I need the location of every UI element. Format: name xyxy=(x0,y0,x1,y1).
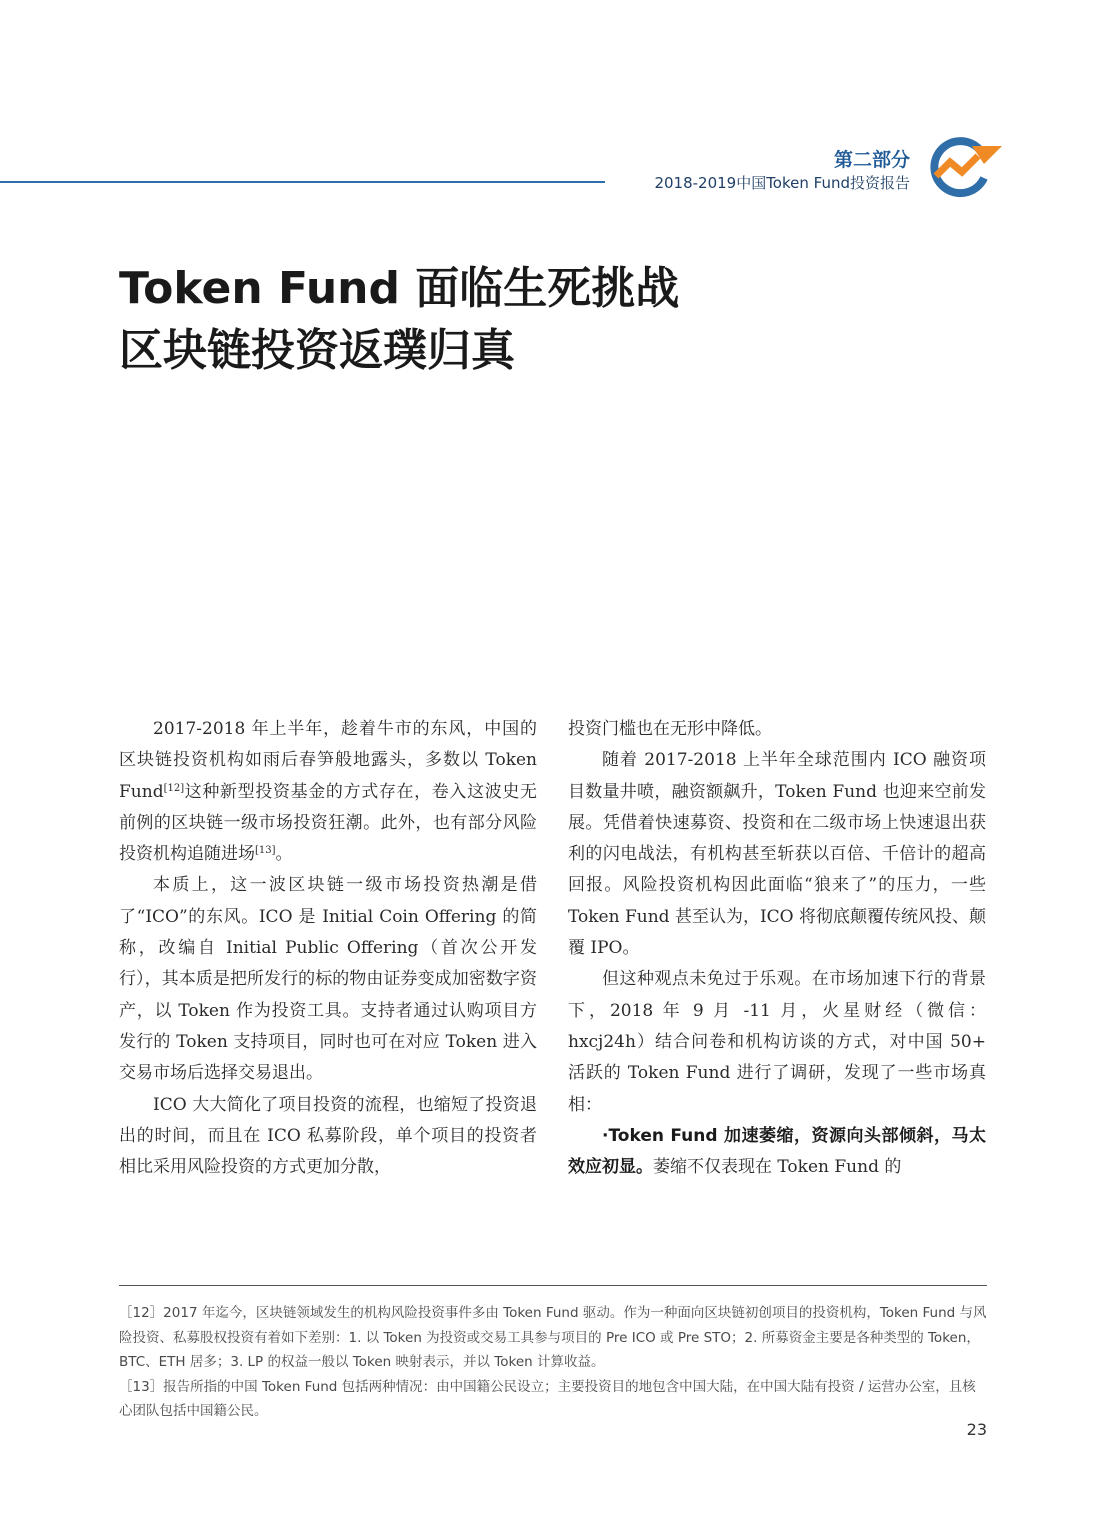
paragraph-text: 。 xyxy=(275,844,293,865)
footnote-13: ［13］报告所指的中国 Token Fund 包括两种情况：由中国籍公民设立；主要投资目的地包含中国大陆，在中国大陆有投资 / 运营办公室，且核心团队包括中国籍公民。 xyxy=(119,1378,976,1419)
footnote-ref-13[interactable]: [13] xyxy=(255,845,276,857)
title-line-2: 区块链投资返璞归真 xyxy=(119,325,515,376)
paragraph-text: 2017-2018 年上半年，趁着牛市的东风，中国的区块链投资机构如雨后春笋般地露头，多数以 Token Fund xyxy=(119,719,537,802)
page-title xyxy=(119,258,679,382)
footnote-12: ［12］2017 年迄今，区块链领域发生的机构风险投资事件多由 Token Fund 驱动。作为一种面向区块链初创项目的投资机构，Token Fund 与风险投资、私募股权投资有着如下差别：1. 以 Token 为投资或交易工具参与项目的 Pre ICO 或 Pre STO；2. 所募资金主要是各种类型的 Token，BTC、ETH 居多；3. LP 的权益一般以 Token 映射表示，并以 Token 计算收益。 xyxy=(119,1305,987,1370)
paragraph xyxy=(119,714,537,870)
header-rule xyxy=(0,181,605,183)
paragraph: 随着 2017-2018 上半年全球范围内 ICO 融资项目数量井喷，融资额飙升，Token Fund 也迎来空前发展。凭借着快速募资、投资和在二级市场上快速退出获利的闪电战法，有机构甚至斩获以百倍、千倍计的超高回报。风险投资机构因此面临“狼来了”的压力，一些 Token Fund 甚至认为，ICO 将彻底颠覆传统风投、颠覆 IPO。 xyxy=(568,750,987,959)
body-column-right xyxy=(568,714,986,1183)
paragraph xyxy=(568,1121,986,1184)
chart-circle-logo-icon xyxy=(922,132,1004,200)
footnote-rule xyxy=(119,1285,987,1286)
body-column-left xyxy=(119,714,537,1183)
key-finding-heading: ·Token Fund 加速萎缩，资源向头部倾斜，马太效应初显。 xyxy=(568,1125,986,1178)
paragraph: 本质上，这一波区块链一级市场投资热潮是借了“ICO”的东风。ICO 是 Initial Coin Offering 的简称，改编自 Initial Public Offering（首次公开发行），其本质是把所发行的标的物由证券变成加密数字资产，以 Token 作为投资工具。支持者通过认购项目方发行的 Token 支持项目，同时也可在对应 Token 进入交易市场后选择交易退出。 xyxy=(119,875,537,1084)
footnotes xyxy=(119,1301,987,1424)
footnote-ref-12[interactable]: [12] xyxy=(163,782,185,794)
paragraph-continued: 投资门槛也在无形中降低。 xyxy=(568,719,772,739)
report-subtitle: 2018-2019中国Token Fund投资报告 xyxy=(654,174,910,192)
page-number: 23 xyxy=(966,1420,987,1439)
paragraph: 但这种观点未免过于乐观。在市场加速下行的背景下，2018 年 9 月 -11 月，火星财经（微信：hxcj24h）结合问卷和机构访谈的方式，对中国 50+ 活跃的 Token Fund 进行了调研，发现了一些市场真相： xyxy=(568,969,986,1115)
title-line-1: Token Fund 面临生死挑战 xyxy=(119,263,680,314)
section-label: 第二部分 xyxy=(833,149,910,171)
paragraph: ICO 大大简化了项目投资的流程，也缩短了投资退出的时间，而且在 ICO 私募阶段，单个项目的投资者相比采用风险投资的方式更加分散， xyxy=(119,1094,537,1178)
paragraph-text: 这种新型投资基金的方式存在，卷入这波史无前例的区块链一级市场投资狂潮。此外，也有部分风险投资机构追随进场 xyxy=(119,781,537,865)
paragraph-text: 萎缩不仅表现在 Token Fund 的 xyxy=(653,1157,902,1178)
